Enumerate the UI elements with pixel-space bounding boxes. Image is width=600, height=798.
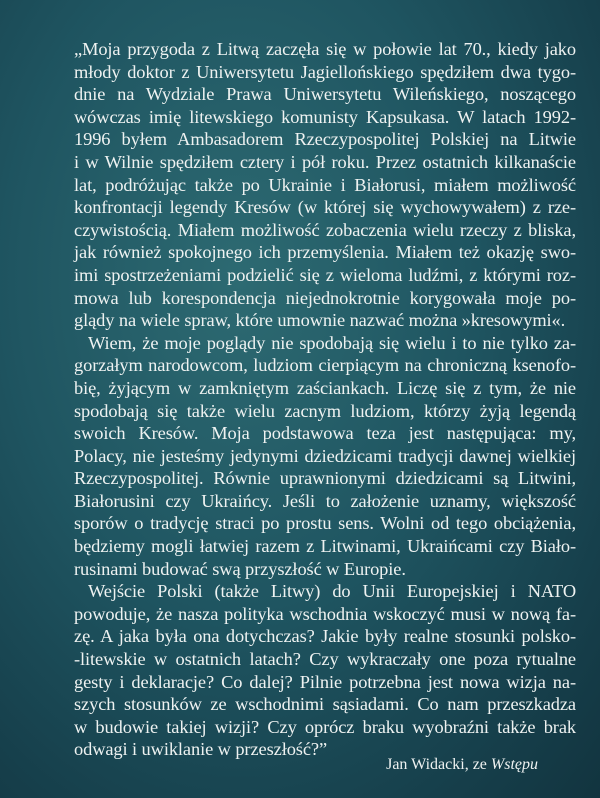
text-line: czywistością. Miałem możliwość zobaczenia wielu rzeczy z bliska,	[74, 219, 576, 240]
text-line: imi spostrzeżeniami podzielić się z wieloma ludźmi, z którymi roz-	[74, 264, 576, 285]
text-line: swoich Kresów. Moja podstawowa teza jest następująca: my,	[74, 423, 576, 444]
text-line: Rzeczypospolitej. Równie uprawnionymi dziedzicami są Litwini,	[74, 468, 576, 489]
text-line: będziemy mogli łatwiej razem z Litwinami, Ukraińcami czy Biało-	[74, 536, 576, 557]
paragraph	[74, 332, 576, 581]
text-line: spodobają się także wielu zacnym ludziom, którzy żyją legendą	[74, 400, 576, 421]
paragraph	[74, 38, 576, 332]
text-line: konfrontacji legendy Kresów (w której się wychowywałem) z rze-	[74, 197, 576, 218]
text-line: bię, żyjącym w zamkniętym zaściankach. Liczę się z tym, że nie	[74, 377, 576, 398]
text-line: młody doktor z Uniwersytetu Jagiellońskiego spędziłem dwa tygo-	[74, 61, 576, 82]
text-line: dnie na Wydziale Prawa Uniwersytetu Wileńskiego, noszącego	[74, 84, 576, 105]
attribution-source: Wstępu	[490, 756, 538, 773]
text-line: gesty i deklaracje? Co dalej? Pilnie potrzebna jest nowa wizja na-	[74, 671, 576, 692]
text-line: „Moja przygoda z Litwą zaczęła się w połowie lat 70., kiedy jako	[74, 39, 576, 59]
text-line: rusinami budować swą przyszłość w Europie.	[74, 558, 406, 579]
text-line: i w Wilnie spędziłem cztery i pół roku. Przez ostatnich kilkanaście	[74, 151, 576, 172]
text-line: mowa lub korespondencja niejednokrotnie korygowała moje po-	[74, 287, 576, 308]
text-line: powoduje, że nasza polityka wschodnia wskoczyć musi w nową fa-	[74, 603, 576, 624]
text-line: Wiem, że moje poglądy nie spodobają się wielu i to nie tylko za-	[88, 332, 576, 353]
text-line: glądy na wiele spraw, które umownie nazwać można »kresowymi«.	[74, 310, 566, 331]
text-line: lat, podróżując także po Ukrainie i Białorusi, miałem możliwość	[74, 174, 576, 195]
text-line: gorzałym narodowcom, ludziom cierpiącym na chroniczną ksenofo-	[74, 355, 576, 376]
text-line: odwagi i uwiklanie w przeszłość?”	[74, 739, 328, 760]
text-line: w budowie takiej wizji? Czy oprócz braku wyobraźni także brak	[74, 716, 576, 737]
text-line: Wejście Polski (także Litwy) do Unii Europejskiej i NATO	[88, 581, 576, 602]
text-line: wówczas imię litewskiego komunisty Kapsukasa. W latach 1992-	[74, 106, 576, 127]
blurb-text	[74, 38, 576, 761]
attribution	[386, 755, 538, 775]
text-line: Polacy, nie jesteśmy jedynymi dziedzicami tradycji dawnej wielkiej	[74, 445, 576, 466]
text-line: zę. A jaka była ona dotychczas? Jakie były realne stosunki polsko-	[74, 626, 576, 647]
text-line: sporów o tradycję straci po prostu sens. Wolni od tego obciążenia,	[74, 513, 576, 534]
text-line: szych stosunków ze wschodnimi sąsiadami. Co nam przeszkadza	[74, 694, 576, 715]
attribution-author: Jan Widacki, ze	[386, 756, 491, 773]
text-line: jak również spokojnego ich przemyślenia. Miałem też okazję swo-	[74, 242, 576, 263]
paragraph	[74, 580, 576, 761]
text-line: 1996 byłem Ambasadorem Rzeczypospolitej Polskiej na Litwie	[74, 129, 576, 150]
text-line: -litewskie w ostatnich latach? Czy wykraczały one poza rytualne	[74, 649, 576, 670]
text-line: Białorusini czy Ukraińcy. Jeśli to założenie uznamy, większość	[74, 490, 576, 511]
